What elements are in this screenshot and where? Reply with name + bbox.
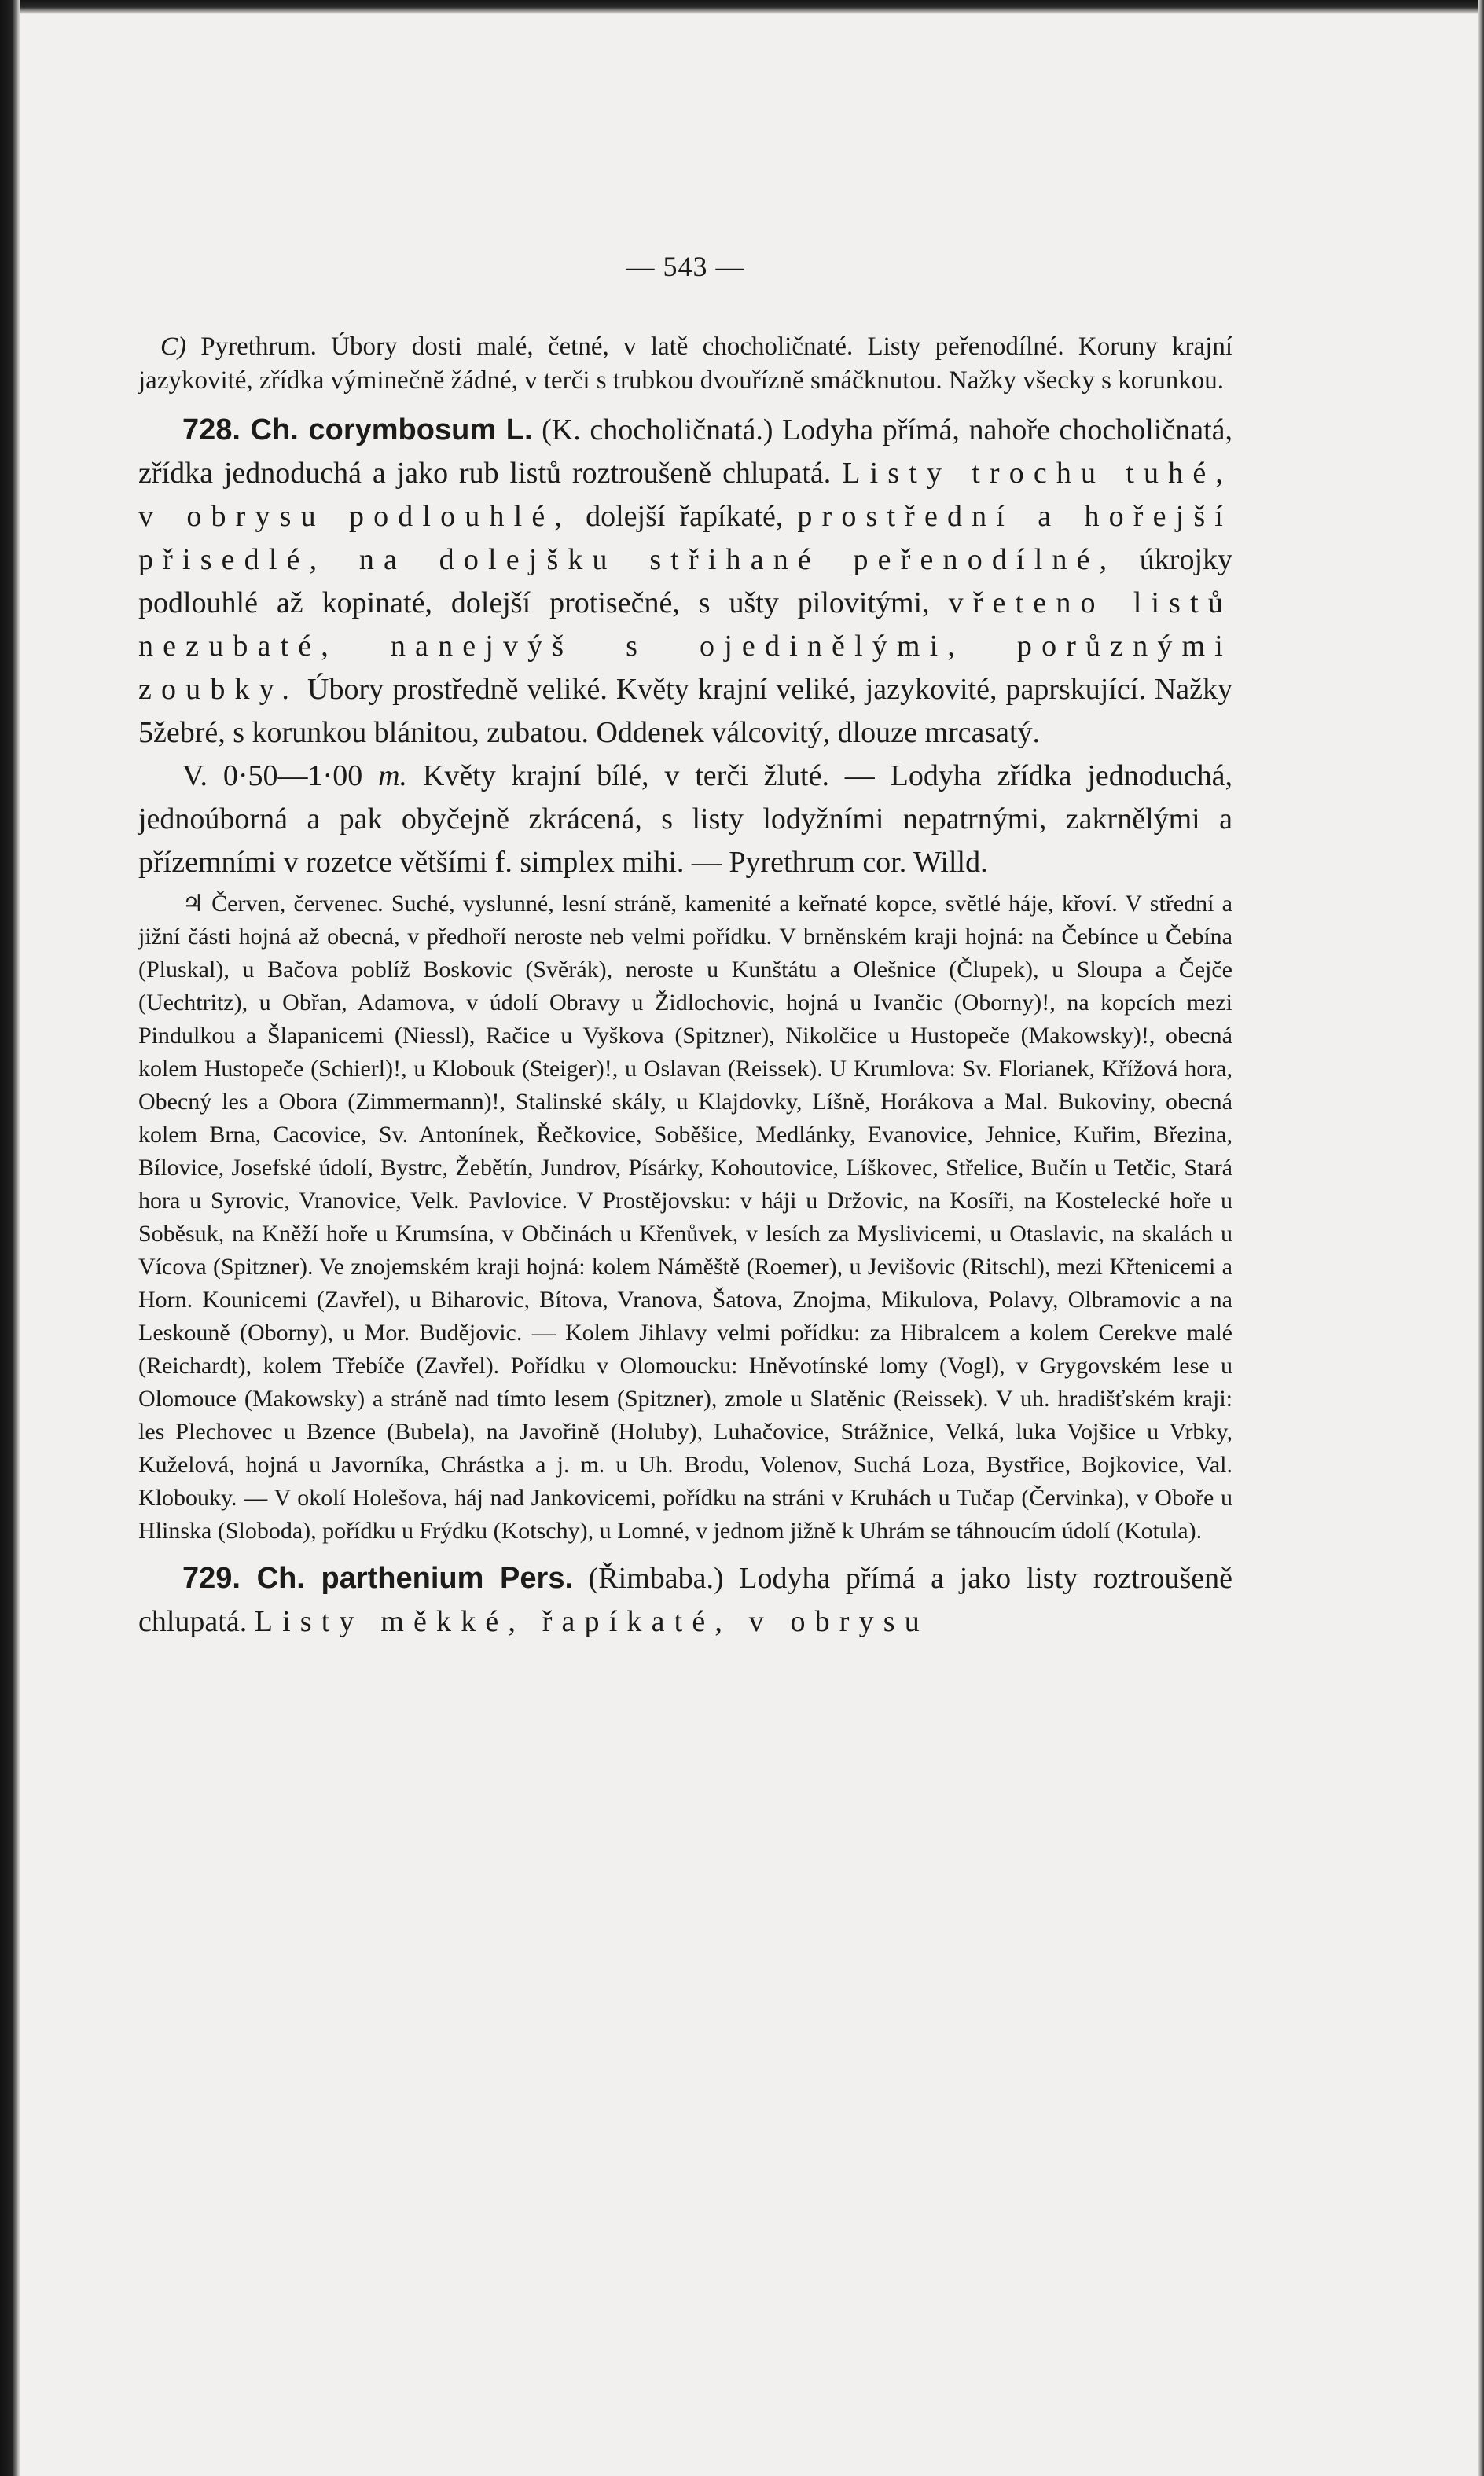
species-728-spaced-3: vřeteno listů nezubaté, nanejvýš s ojedinělými, porůznými zoubky. xyxy=(138,586,1233,706)
size-range: V. 0·50—1·00 xyxy=(182,759,363,792)
species-728-heading: 728. Ch. corymbosum L. xyxy=(182,413,533,446)
species-728-size xyxy=(138,755,1232,884)
scan-border-left xyxy=(0,0,20,2476)
genus-section-intro xyxy=(138,330,1232,398)
section-label: C) xyxy=(160,332,186,361)
species-728-spaced-2: prostřední a hořejší přisedlé, na dolejšku střihané peřenodílné, xyxy=(138,500,1233,576)
species-729-description xyxy=(138,1557,1232,1644)
species-729-spaced-1: Listy měkké, řapíkaté, v obrysu xyxy=(254,1605,929,1638)
scan-border-right xyxy=(1478,0,1484,2476)
scan-border-top xyxy=(0,0,1484,14)
species-728-text-1: (K. chocholičnatá.) Lodyha přímá, nahoře chocholičnatá, zřídka jednoduchá a jako rub listů roztroušeně chlupatá. xyxy=(138,413,1233,490)
size-rest: Květy krajní bílé, v terči žluté. — Lodyha zřídka jednoduchá, jednoúborná a pak obyčejně zkrácená, s listy lodyžními nepatrnými, zakrnělými a přízemními v rozetce většími f. simplex mihi. — Pyrethrum cor. Willd. xyxy=(138,759,1233,879)
species-728-text-2: dolejší řapíkaté, xyxy=(586,500,784,533)
species-728-text-4: Úbory prostředně veliké. Květy krajní veliké, jazykovité, paprskující. Nažky 5žebré, s korunkou blánitou, zubatou. Oddenek válcovitý, dlouze mrcasatý. xyxy=(138,673,1232,749)
species-728-text-3: úkrojky podlouhlé až kopinaté, dolejší protisečné, s ušty pilovitými, xyxy=(138,543,1233,619)
species-728-spaced-1: Listy trochu tuhé, v obrysu podlouhlé, xyxy=(138,457,1233,533)
species-728-habitat: ♃ Červen, červenec. Suché, vyslunné, lesní stráně, kamenité a keřnaté kopce, světlé háje, křoví. V střední a jižní části hojná až obecná, v předhoří neroste neb velmi pořídku. V brněnském kraji hojná: na Čebínce u Čebína (Pluskal), u Bačova poblíž Boskovic (Svěrák), neroste u Kunštátu a Olešnice (Člupek), u Sloupa a Čejče (Uechtritz), u Obřan, Adamova, v údolí Obravy u Židlochovic, hojná u Ivančic (Oborny)!, na kopcích mezi Pindulkou a Šlapanicemi (Niessl), Račice u Vyškova (Spitzner), Nikolčice u Hustopeče (Makowsky)!, obecná kolem Hustopeče (Schierl)!, u Klobouk (Steiger)!, u Oslavan (Reissek). U Krumlova: Sv. Florianek, Křížová hora, Obecný les a Obora (Zimmermann)!, Stalinské skály, u Klajdovky, Líšně, Horákova a Mal. Bukoviny, obecná kolem Brna, Cacovice, Sv. Antonínek, Řečkovice, Soběšice, Medlánky, Evanovice, Jehnice, Kuřim, Březina, Bílovice, Josefské údolí, Bystrc, Žebětín, Jundrov, Písárky, Kohoutovice, Líškovec, Střelice, Bučín u Tetčic, Stará hora u Syrovic, Vranovice, Velk. Pavlovice. V Prostějovsku: v háji u Držovic, na Kosíři, na Kostelecké hoře u Soběsuk, na Kněží hoře u Krumsína, v Občinách u Křenůvek, v lesích za Myslivicemi, u Otaslavic, na skalách u Vícova (Spitzner). Ve znojemském kraji hojná: kolem Náměště (Roemer), u Jevišovic (Ritschl), mezi Křtenicemi a Horn. Kounicemi (Zavřel), u Biharovic, Bítova, Vranova, Šatova, Znojma, Mikulova, Polavy, Olbramovic a na Leskouně (Oborny), u Mor. Budějovic. — Kolem Jihlavy velmi pořídku: za Hibralcem a kolem Cerekve malé (Reichardt), kolem Třebíče (Zavřel). Pořídku v Olomoucku: Hněvotínské lomy (Vogl), v Grygovském lese u Olomouce (Makowsky) a stráně nad tímto lesem (Spitzner), zmole u Slatěnic (Reissek). V uh. hradišťském kraji: les Plechovec u Bzence (Bubela), na Javořině (Holuby), Luhačovice, Strážnice, Velká, luka Vojšice u Vrbky, Kuželová, hojná u Javorníka, Chrástka a j. m. u Uh. Brodu, Volenov, Suchá Loza, Bystřice, Bojkovice, Val. Klobouky. — V okolí Holešova, háj nad Jankovicemi, pořídku na stráni v Kruhách u Tučap (Červinka), v Oboře u Hlinska (Sloboda), pořídku u Frýdku (Kotschy), u Lomné, v jednom jižně k Uhrám se táhnoucím údolí (Kotula). xyxy=(138,891,1232,1544)
species-729-heading: 729. Ch. parthenium Pers. xyxy=(182,1562,574,1595)
section-text: Pyrethrum. Úbory dosti malé, četné, v latě chocholičnaté. Listy peřenodílné. Koruny krajní jazykovité, zřídka výminečně žádné, v terči s trubkou dvouřízně smáčknutou. Nažky všecky s korunkou. xyxy=(138,332,1233,395)
page-number: — 543 — xyxy=(626,251,745,282)
book-page xyxy=(138,250,1232,1644)
size-unit: m. xyxy=(378,759,408,792)
species-729-text-1: (Řimbaba.) Lodyha přímá a jako listy roztroušeně chlupatá. xyxy=(138,1562,1232,1638)
species-728-description xyxy=(138,409,1232,755)
